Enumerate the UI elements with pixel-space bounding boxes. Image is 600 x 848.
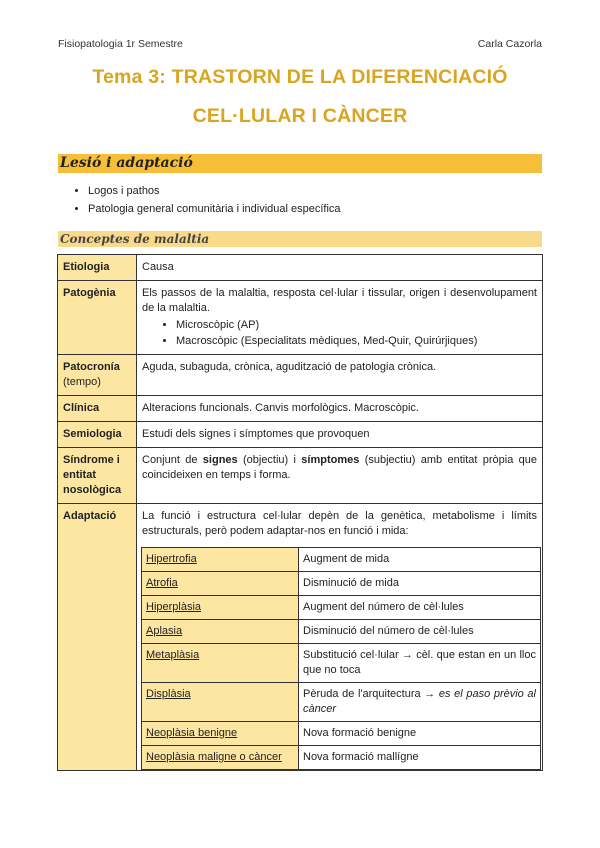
row-content	[137, 281, 543, 355]
row-text: Els passos de la malaltia, resposta cel·lular i tissular, origen i desenvolupament de la malaltia.	[142, 287, 537, 314]
row-text: (subjectiu) amb entitat pròpia que coincideixen en temps i forma.	[142, 454, 537, 481]
row-text: Alteracions funcionals. Canvis morfològics. Macroscòpic.	[137, 396, 543, 422]
row-label: Adaptació	[58, 504, 137, 771]
list-item: • Macroscòpic (Especialitats mèdiques, Med-Quir, Quirúrjiques)	[176, 333, 537, 349]
list-item: • Patologia general comunitària i individual específica	[88, 200, 341, 218]
term-cell: Neoplàsia benigne	[142, 722, 299, 746]
table-row	[142, 683, 541, 722]
term-cell: Metaplàsia	[142, 644, 299, 683]
row-label: Clínica	[58, 396, 137, 422]
row-content	[137, 448, 543, 504]
table-row	[142, 596, 541, 620]
table-row	[58, 422, 543, 448]
row-label-cell	[58, 355, 137, 396]
table-row	[142, 746, 541, 770]
table-row	[142, 620, 541, 644]
list-item: • Logos i pathos	[88, 182, 341, 200]
row-text: Causa	[137, 255, 543, 281]
emphasis-signes: signes	[202, 454, 238, 466]
row-label-note: (tempo)	[63, 376, 101, 388]
definition-cell: Substitució cel·lular → cèl. que estan en un lloc que no toca	[299, 644, 541, 683]
definition-cell: Disminució del número de cèl·lules	[299, 620, 541, 644]
subsection-heading-conceptes	[58, 231, 542, 247]
table-row	[142, 644, 541, 683]
table-row	[58, 255, 543, 281]
emphasis-simptomes: símptomes	[301, 454, 360, 466]
definition-cell: Nova formació benigne	[299, 722, 541, 746]
term-cell: Displàsia	[142, 683, 299, 722]
row-text: La funció i estructura cel·lular depèn de la genètica, metabolisme i límits estructurals, però podem adaptar-nos en funció i mida:	[142, 510, 537, 537]
term-cell: Neoplàsia maligne o càncer	[142, 746, 299, 770]
table-row	[142, 548, 541, 572]
row-text: Aguda, subaguda, crònica, agudització de patologia crònica.	[137, 355, 543, 396]
definition-cell: Augment de mida	[299, 548, 541, 572]
row-label: Patogènia	[58, 281, 137, 355]
row-text: Estudi dels signes i símptomes que provoquen	[137, 422, 543, 448]
table-row	[58, 448, 543, 504]
row-text: Conjunt de	[142, 454, 203, 466]
page-title-line1: Tema 3: TRASTORN DE LA DIFERENCIACIÓ	[92, 66, 508, 88]
concepts-table	[57, 254, 543, 771]
row-label: Síndrome i entitat nosològica	[58, 448, 137, 504]
definition-cell: Nova formació mallígne	[299, 746, 541, 770]
definition-cell	[299, 683, 541, 722]
header-course: Fisiopatologia 1r Semestre	[58, 38, 183, 50]
definition-text: Pèruda de l'arquitectura →	[303, 688, 439, 700]
page-title-line2: CEL·LULAR I CÀNCER	[192, 105, 408, 127]
row-bullets	[142, 317, 537, 349]
table-row	[58, 396, 543, 422]
adaptation-table	[141, 547, 541, 770]
table-row	[142, 572, 541, 596]
list-item: • Microscòpic (AP)	[176, 317, 537, 333]
row-label: Semiologia	[58, 422, 137, 448]
table-row	[142, 722, 541, 746]
subsection-heading-text: Conceptes de malaltia	[60, 232, 210, 246]
row-text: (objectiu) i	[237, 454, 302, 466]
section-heading-text: Lesió i adaptació	[60, 155, 193, 171]
definition-italic: es el paso prèvio al càncer	[303, 688, 536, 715]
term-cell: Atrofia	[142, 572, 299, 596]
table-row	[58, 355, 543, 396]
header-author: Carla Cazorla	[477, 38, 542, 50]
definition-cell: Disminució de mida	[299, 572, 541, 596]
row-content	[137, 504, 543, 771]
table-row	[58, 281, 543, 355]
section-bullets	[58, 182, 341, 218]
term-cell: Hiperplàsia	[142, 596, 299, 620]
term-cell: Aplasia	[142, 620, 299, 644]
definition-cell: Augment del número de cèl·lules	[299, 596, 541, 620]
term-cell: Hipertrofia	[142, 548, 299, 572]
row-label: Patocronía	[63, 361, 120, 373]
row-label: Etiologia	[58, 255, 137, 281]
section-heading-lesio	[58, 154, 542, 173]
table-row	[58, 504, 543, 771]
